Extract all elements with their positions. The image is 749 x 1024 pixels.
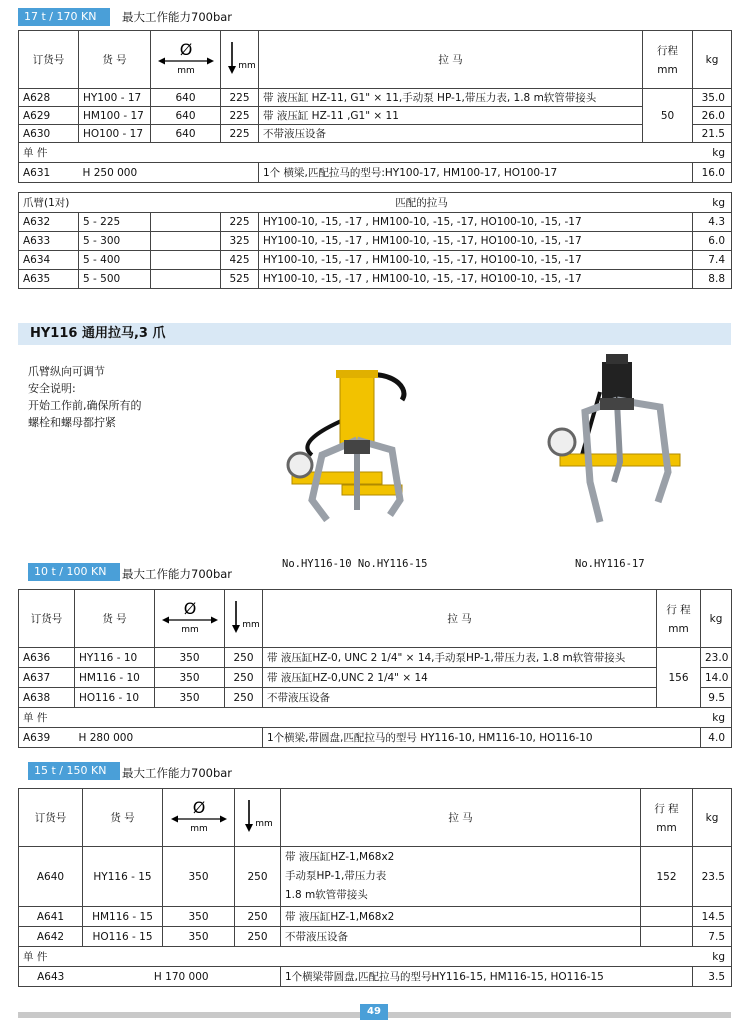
max-pressure-caption: 最大工作能力700bar [122,10,233,24]
col-stroke: 行程 mm [643,31,693,89]
diameter-arrow-icon [160,600,220,634]
travel-arrow-icon [225,38,257,78]
dia-unit: mm [189,824,208,833]
col-puller: 拉 马 [281,789,641,847]
table-row: A637 HM116 - 10 350 250 带 液压缸HZ-0,UNC 2 1/4" × 14 14.0 [19,668,732,688]
table-row: A639 H 280 000 1个横梁,带圆盘,匹配拉马的型号 HY116-10, HM116-10, HO116-10 4.0 [19,728,732,748]
table-row: A634 5 - 400 425 HY100-10, -15, -17 , HM100-10, -15, -17, HO100-10, -15, -17 7.4 [19,251,732,270]
page-number: 49 [360,1004,388,1020]
col-order-no: 订货号 [19,31,79,89]
table-row: A636 HY116 - 10 350 250 带 液压缸HZ-0, UNC 2 1/4" × 14,手动泵HP-1,带压力表, 1.8 m软管带接头 156 23.0 [19,648,732,668]
figure-caption-2: No.HY116-17 [575,558,645,570]
svg-text:Ø: Ø [183,600,196,618]
travel-unit: mm [254,819,273,829]
svg-text:Ø: Ø [179,41,192,59]
col-kg: kg [701,590,732,648]
safety-notes: 爪臂纵向可调节 安全说明: 开始工作前,确保所有的 螺栓和螺母都拧紧 [28,365,142,429]
dia-unit: mm [180,625,199,634]
spec-table-17t [18,30,732,289]
col-stroke: 行 程 mm [657,590,701,648]
travel-unit: mm [238,61,256,71]
col-travel [221,31,259,89]
stroke-value: 152 [641,847,693,907]
table-row: A629 HM100 - 17 640 225 带 液压缸 HZ-11 ,G1" × 11 26.0 [19,107,732,125]
jaw-header-row: 爪臂(1对) 匹配的拉马 kg [19,193,732,213]
capacity-badge-15t: 15 t / 150 KN [28,762,120,780]
travel-unit: mm [242,620,260,630]
single-item-label-row: 单 件 kg [19,708,732,728]
col-puller: 拉 马 [263,590,657,648]
puller-photo-hy116-10 [282,360,432,550]
diameter-arrow-icon [156,41,216,75]
col-order-no: 订货号 [19,789,83,847]
col-puller: 拉 马 [259,31,643,89]
table-row: A643 H 170 000 1个横梁带圆盘,匹配拉马的型号HY116-15, HM116-15, HO116-15 3.5 [19,967,732,987]
col-model: 货 号 [79,31,151,89]
table-row: A635 5 - 500 525 HY100-10, -15, -17 , HM100-10, -15, -17, HO100-10, -15, -17 8.8 [19,270,732,289]
single-item-label-row: 单 件 kg [19,143,732,163]
travel-arrow-icon [229,597,261,637]
max-pressure-caption: 最大工作能力700bar [122,766,233,780]
stroke-value: 50 [643,89,693,143]
table-row: A638 HO116 - 10 350 250 不带液压设备 9.5 [19,688,732,708]
table-row: A630 HO100 - 17 640 225 不带液压设备 21.5 [19,125,732,143]
col-travel [235,789,281,847]
col-diameter [163,789,235,847]
col-kg: kg [693,789,732,847]
table-row: A632 5 - 225 225 HY100-10, -15, -17 , HM100-10, -15, -17, HO100-10, -15, -17 4.3 [19,213,732,232]
spec-table-10t [18,589,732,748]
capacity-badge-10t: 10 t / 100 KN [28,563,120,581]
col-travel [225,590,263,648]
travel-arrow-icon [242,796,274,836]
col-model: 货 号 [83,789,163,847]
dia-unit: mm [176,66,195,75]
col-kg: kg [693,31,732,89]
max-pressure-caption: 最大工作能力700bar [122,567,233,581]
capacity-badge-17t: 17 t / 170 KN [18,8,110,26]
section-title: HY116 通用拉马,3 爪 [18,323,731,345]
svg-text:Ø: Ø [192,799,205,817]
col-model: 货 号 [75,590,155,648]
spec-table-15t [18,788,732,987]
diameter-arrow-icon [169,799,229,833]
table-row: A640 HY116 - 15 350 250 带 液压缸HZ-1,M68x2 手动泵HP-1,带压力表 1.8 m软管带接头 152 23.5 [19,847,732,907]
col-diameter [151,31,221,89]
col-diameter [155,590,225,648]
stroke-value: 156 [657,648,701,708]
figure-caption-1: No.HY116-10 No.HY116-15 [282,558,428,570]
table-row: A628 HY100 - 17 640 225 带 液压缸 HZ-11, G1" × 11,手动泵 HP-1,带压力表, 1.8 m软管带接头 50 35.0 [19,89,732,107]
table-row: A641 HM116 - 15 350 250 带 液压缸HZ-1,M68x2 14.5 [19,907,732,927]
table-row: A633 5 - 300 325 HY100-10, -15, -17 , HM100-10, -15, -17, HO100-10, -15, -17 6.0 [19,232,732,251]
col-stroke: 行 程 mm [641,789,693,847]
table-row: A631 H 250 000 1个 横梁,匹配拉马的型号:HY100-17, HM100-17, HO100-17 16.0 [19,163,732,183]
table-row: A642 HO116 - 15 350 250 不带液压设备 7.5 [19,927,732,947]
col-order-no: 订货号 [19,590,75,648]
puller-photo-hy116-17 [540,352,700,552]
single-item-label-row: 单 件 kg [19,947,732,967]
